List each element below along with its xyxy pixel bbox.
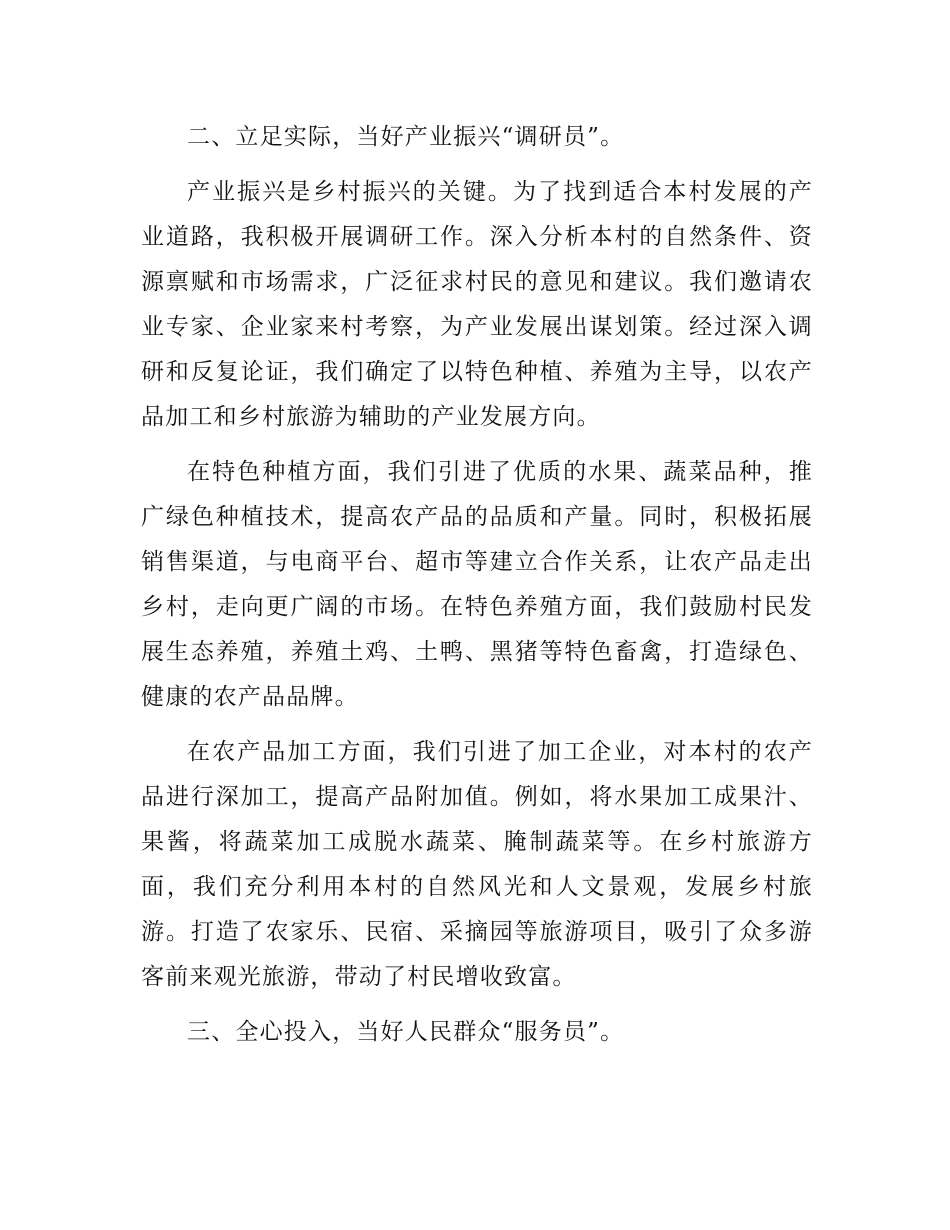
document-body xyxy=(141,115,813,1065)
paragraph-specialty-planting: 在特色种植方面，我们引进了优质的水果、蔬菜品种，推广绿色种植技术，提高农产品的品质和产量。同时，积极拓展销售渠道，与电商平台、超市等建立合作关系，让农产品走出乡村，走向更广阔的市场。在特色养殖方面，我们鼓励村民发展生态养殖，养殖土鸡、土鸭、黑猪等特色畜禽，打造绿色、健康的农产品品牌。 xyxy=(141,459,813,710)
section-heading-3: 三、全心投入，当好人民群众“服务员”。 xyxy=(187,1019,625,1045)
paragraph-industry-revitalization: 产业振兴是乡村振兴的关键。为了找到适合本村发展的产业道路，我积极开展调研工作。深入分析本村的自然条件、资源禀赋和市场需求，广泛征求村民的意见和建议。我们邀请农业专家、企业家来村考察，为产业发展出谋划策。经过深入调研和反复论证，我们确定了以特色种植、养殖为主导，以农产品加工和乡村旅游为辅助的产业发展方向。 xyxy=(141,179,813,430)
paragraph-processing-tourism: 在农产品加工方面，我们引进了加工企业，对本村的农产品进行深加工，提高产品附加值。例如，将水果加工成果汁、果酱，将蔬菜加工成脱水蔬菜、腌制蔬菜等。在乡村旅游方面，我们充分利用本村的自然风光和人文景观，发展乡村旅游。打造了农家乐、民宿、采摘园等旅游项目，吸引了众多游客前来观光旅游，带动了村民增收致富。 xyxy=(141,739,813,990)
section-heading-2: 二、立足实际，当好产业振兴“调研员”。 xyxy=(187,124,625,150)
